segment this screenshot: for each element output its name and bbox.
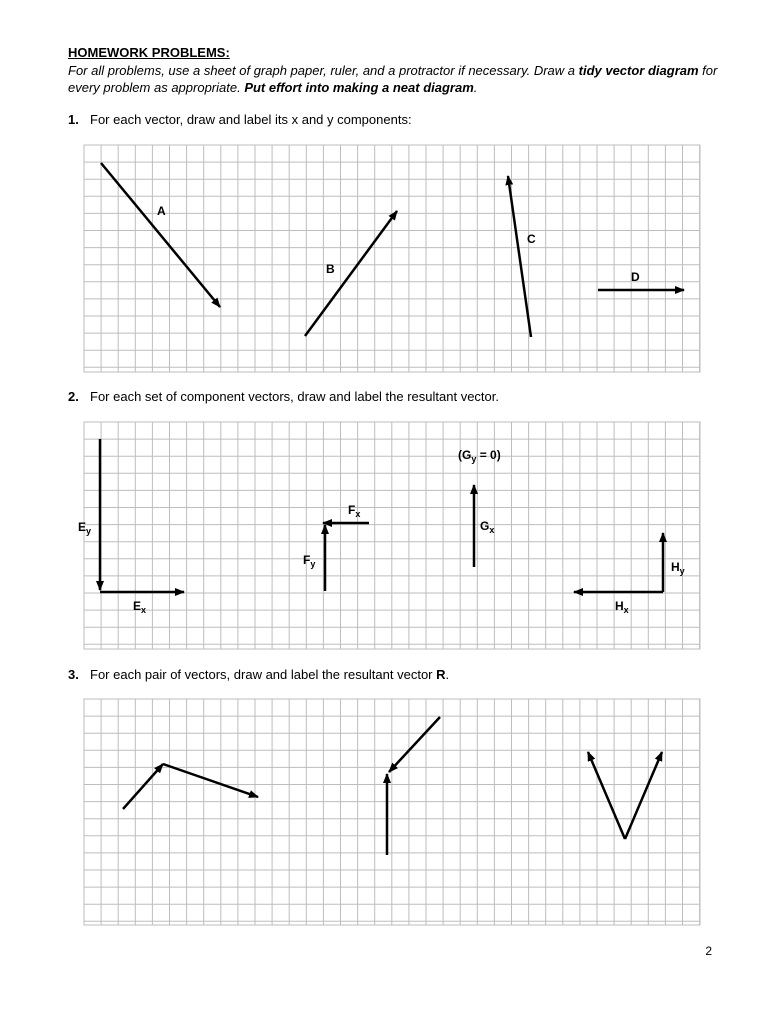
homework-heading: HOMEWORK PROBLEMS:: [68, 45, 230, 60]
label-d: D: [631, 270, 640, 284]
graph-grid-3: [84, 699, 700, 925]
pair1-vector2: [163, 764, 258, 797]
label-gy-note: $(G_y = 0)$: [458, 448, 501, 464]
label-b: B: [326, 262, 335, 276]
graph-grid-1: [84, 145, 700, 372]
label-gx: $G_x$: [480, 519, 495, 535]
pair2-vector2: [389, 717, 440, 772]
label-ey: $E_y$: [78, 520, 92, 536]
problem-3: 3. For each pair of vectors, draw and label the resultant vector R.: [68, 667, 450, 682]
label-fy: $F_y$: [303, 553, 316, 569]
intro-text: For all problems, use a sheet of graph paper, ruler, and a protractor if necessary. Draw a tidy vector diagram for every problem as appropriate. Put effort into making a neat diagram.: [68, 63, 718, 95]
label-hy: $H_y$: [671, 560, 685, 576]
label-a: A: [157, 204, 166, 218]
problem-number: 2.: [68, 389, 79, 404]
problem-number: 1.: [68, 112, 79, 127]
problem-text: For each set of component vectors, draw and label the resultant vector.: [90, 389, 499, 404]
pair3-vector2: [625, 752, 662, 839]
label-ex: $E_x$: [133, 599, 147, 615]
problem-text: For each pair of vectors, draw and label the resultant vector: [90, 667, 437, 682]
graph-grid-2: [84, 422, 700, 649]
pair1-vector1: [123, 764, 163, 809]
problem-number: 3.: [68, 667, 79, 682]
vector-a: [101, 163, 220, 307]
label-c: C: [527, 232, 536, 246]
label-fx: $F_x$: [348, 503, 361, 519]
page-number: 2: [705, 944, 712, 958]
vector-b: [305, 211, 397, 336]
pair3-vector1: [588, 752, 625, 839]
label-hx: $H_x$: [615, 599, 629, 615]
problem-text: For each vector, draw and label its x and y components:: [90, 112, 412, 127]
